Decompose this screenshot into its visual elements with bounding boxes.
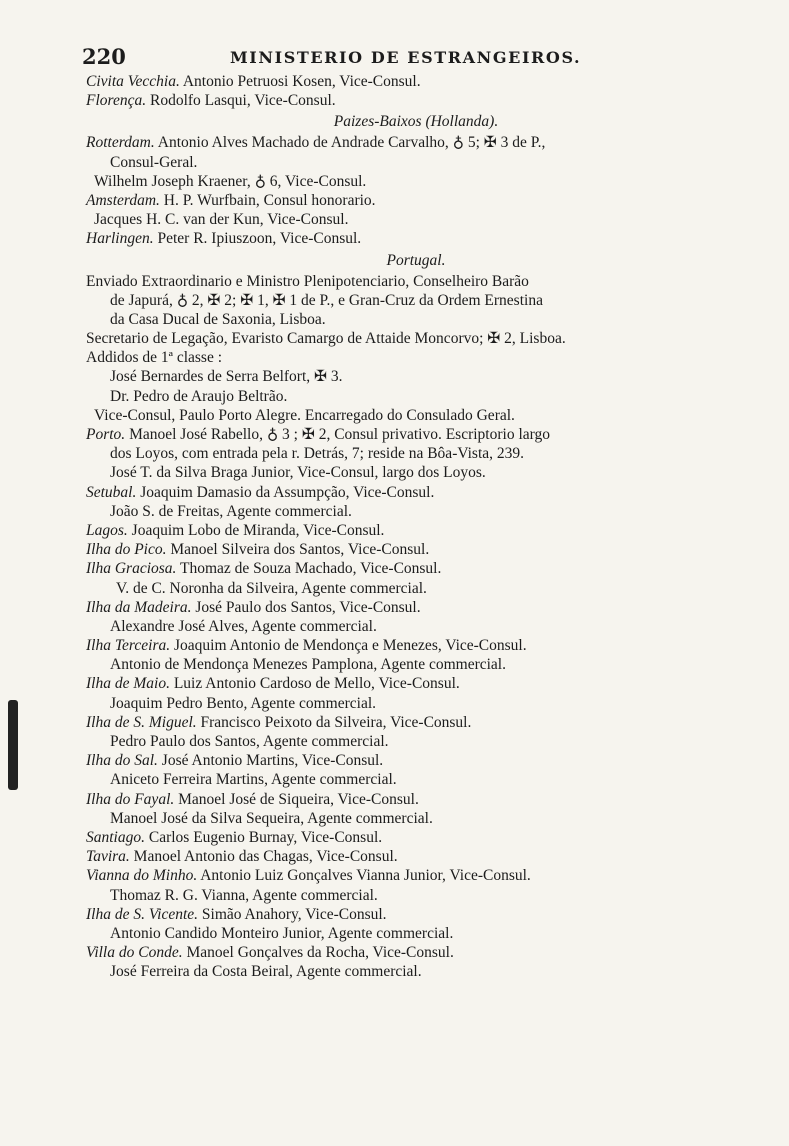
entry-line xyxy=(86,732,746,751)
entry-text: Rodolfo Lasqui, Vice-Consul. xyxy=(146,92,336,110)
entry-text: Dr. Pedro de Araujo Beltrão. xyxy=(110,387,288,405)
entry-place: Ilha de Maio. xyxy=(86,675,170,693)
entry-text: Joaquim Pedro Bento, Agente commercial. xyxy=(110,694,377,712)
entry-place: Ilha do Pico. xyxy=(86,541,167,559)
entry-line xyxy=(86,617,746,636)
entry-text: José Ferreira da Costa Beiral, Agente commercial. xyxy=(110,963,422,981)
entry-place: Tavira. xyxy=(86,848,130,866)
entry-text: Thomaz R. G. Vianna, Agente commercial. xyxy=(110,886,378,904)
entry-text: Manoel Gonçalves da Rocha, Vice-Consul. xyxy=(182,944,454,962)
entry-line xyxy=(86,502,746,521)
entry-text: Joaquim Damasio da Assumpção, Vice-Consul. xyxy=(136,483,435,501)
entry-text: Manoel Silveira dos Santos, Vice-Consul. xyxy=(166,541,430,559)
entry-text: Enviado Extraordinario e Ministro Plenipotenciario, Conselheiro Barão xyxy=(86,272,529,290)
entry-place: Ilha da Madeira. xyxy=(86,598,192,616)
entry-text: Manoel José de Siqueira, Vice-Consul. xyxy=(174,790,419,808)
entry-text: Addidos de 1ª classe : xyxy=(86,349,223,367)
entry-text: Carlos Eugenio Burnay, Vice-Consul. xyxy=(145,828,383,846)
entry-line xyxy=(86,770,746,789)
entry-text: Aniceto Ferreira Martins, Agente commercial. xyxy=(110,771,397,789)
entry-text: Antonio de Mendonça Menezes Pamplona, Agente commercial. xyxy=(110,656,506,674)
entry-text: José T. da Silva Braga Junior, Vice-Consul, largo dos Loyos. xyxy=(110,464,486,482)
entry-line xyxy=(86,674,746,693)
entry-text: H. P. Wurfbain, Consul honorario. xyxy=(159,191,376,209)
entry-line xyxy=(86,329,746,348)
page-header xyxy=(82,44,612,69)
entry-place: Ilha Terceira. xyxy=(86,637,171,655)
entry-place: Florença. xyxy=(86,92,147,110)
entry-place: Porto. xyxy=(86,426,126,443)
entry-text: Peter R. Ipiuszoon, Vice-Consul. xyxy=(153,230,362,248)
entry-place: Harlingen. xyxy=(86,230,154,248)
entry-line xyxy=(86,962,746,981)
entry-text: João S. de Freitas, Agente commercial. xyxy=(110,502,352,520)
entry-line xyxy=(86,559,746,578)
margin-binding-mark xyxy=(8,700,18,790)
entry-text: Manoel José Rabello, ♁ 3 ; ✠ 2, Consul privativo. Escriptorio largo xyxy=(125,426,551,443)
entry-line xyxy=(86,751,746,770)
entry-line xyxy=(86,847,746,866)
entry-text: Antonio Alves Machado de Andrade Carvalho, ♁ 5; ✠ 3 de P., xyxy=(154,134,546,152)
entry-place: Vianna do Minho. xyxy=(86,867,198,885)
entry-text: Simão Anahory, Vice-Consul. xyxy=(198,905,387,923)
entry-line xyxy=(86,387,746,406)
entry-text: V. de C. Noronha da Silveira, Agente commercial. xyxy=(116,579,427,597)
section-heading-text: Portugal. xyxy=(386,251,446,269)
entry-line xyxy=(86,713,746,732)
entry-place: Ilha de S. Miguel. xyxy=(86,713,197,731)
entry-line xyxy=(86,694,746,713)
entry-line xyxy=(86,172,746,191)
entry-text: Manoel José da Silva Sequeira, Agente commercial. xyxy=(110,809,433,827)
entry-place: Ilha de S. Vicente. xyxy=(86,905,199,923)
entry-line xyxy=(86,310,746,329)
entry-line xyxy=(86,905,746,924)
entry-line xyxy=(86,229,746,248)
entry-text: Consul-Geral. xyxy=(110,153,198,171)
entry-place: Santiago. xyxy=(86,828,145,846)
entry-text: Francisco Peixoto da Silveira, Vice-Consul. xyxy=(196,713,472,731)
entry-line xyxy=(86,291,746,310)
entry-line xyxy=(86,866,746,885)
entry-place: Lagos. xyxy=(86,521,128,539)
entry-line xyxy=(86,406,746,425)
entry-line xyxy=(86,191,746,210)
entry-line xyxy=(86,272,746,291)
entry-text: Secretario de Legação, Evaristo Camargo de Attaide Moncorvo; ✠ 2, Lisboa. xyxy=(86,330,566,348)
entry-line xyxy=(86,924,746,943)
entry-line xyxy=(86,636,746,655)
entry-line xyxy=(86,91,746,110)
entry-line xyxy=(86,598,746,617)
entry-line xyxy=(86,579,746,598)
entry-line xyxy=(86,348,746,367)
entry-text: Jacques H. C. van der Kun, Vice-Consul. xyxy=(94,211,349,229)
entry-text: Wilhelm Joseph Kraener, ♁ 6, Vice-Consul. xyxy=(94,172,367,190)
entry-place: Rotterdam. xyxy=(86,134,155,152)
section-heading xyxy=(86,110,746,133)
entry-text: Antonio Petruosi Kosen, Vice-Consul. xyxy=(179,73,421,90)
entry-text: José Antonio Martins, Vice-Consul. xyxy=(157,752,384,770)
entry-text: José Bernardes de Serra Belfort, ✠ 3. xyxy=(110,368,343,386)
entry-line xyxy=(86,540,746,559)
entry-line xyxy=(86,886,746,905)
consular-list xyxy=(86,72,746,981)
entry-line xyxy=(86,133,746,152)
section-heading xyxy=(86,249,746,272)
entry-place: Ilha Graciosa. xyxy=(86,560,177,578)
entry-line xyxy=(86,210,746,229)
entry-place: Amsterdam. xyxy=(86,191,160,209)
entry-text: da Casa Ducal de Saxonia, Lisboa. xyxy=(110,310,326,328)
entry-text: Antonio Luiz Gonçalves Vianna Junior, Vice-Consul. xyxy=(197,867,531,885)
entry-line xyxy=(86,943,746,962)
section-heading-text: Paizes-Baixos (Hollanda). xyxy=(333,113,499,131)
entry-text: Antonio Candido Monteiro Junior, Agente commercial. xyxy=(110,924,454,942)
entry-place: Civita Vecchia. xyxy=(86,73,180,90)
entry-line xyxy=(86,444,746,463)
entry-text: Alexandre José Alves, Agente commercial. xyxy=(110,617,377,635)
entry-text: Manoel Antonio das Chagas, Vice-Consul. xyxy=(129,848,398,866)
entry-place: Ilha do Fayal. xyxy=(86,790,175,808)
entry-line xyxy=(86,809,746,828)
running-title: MINISTERIO DE ESTRANGEIROS. xyxy=(230,48,582,67)
entry-text: Joaquim Lobo de Miranda, Vice-Consul. xyxy=(127,521,385,539)
entry-line xyxy=(86,463,746,482)
entry-line xyxy=(86,425,746,444)
entry-line xyxy=(86,367,746,386)
entry-place: Ilha do Sal. xyxy=(86,752,158,770)
entry-text: Luiz Antonio Cardoso de Mello, Vice-Consul. xyxy=(169,675,460,693)
entry-text: dos Loyos, com entrada pela r. Detrás, 7; reside na Bôa-Vista, 239. xyxy=(110,445,525,463)
entry-line xyxy=(86,655,746,674)
entry-line xyxy=(86,790,746,809)
entry-text: Vice-Consul, Paulo Porto Alegre. Encarregado do Consulado Geral. xyxy=(94,406,515,424)
entry-line xyxy=(86,521,746,540)
entry-line xyxy=(86,483,746,502)
entry-text: Joaquim Antonio de Mendonça e Menezes, Vice-Consul. xyxy=(170,637,527,655)
entry-text: José Paulo dos Santos, Vice-Consul. xyxy=(191,598,421,616)
entry-place: Villa do Conde. xyxy=(86,944,183,962)
entry-text: de Japurá, ♁ 2, ✠ 2; ✠ 1, ✠ 1 de P., e Gran-Cruz da Ordem Ernestina xyxy=(110,291,543,309)
entry-text: Pedro Paulo dos Santos, Agente commercial. xyxy=(110,733,389,750)
entry-line xyxy=(86,72,746,91)
entry-line xyxy=(86,828,746,847)
entry-text: Thomaz de Souza Machado, Vice-Consul. xyxy=(176,560,442,578)
entry-place: Setubal. xyxy=(86,483,137,501)
entry-line xyxy=(86,153,746,172)
page-number: 220 xyxy=(82,44,126,69)
